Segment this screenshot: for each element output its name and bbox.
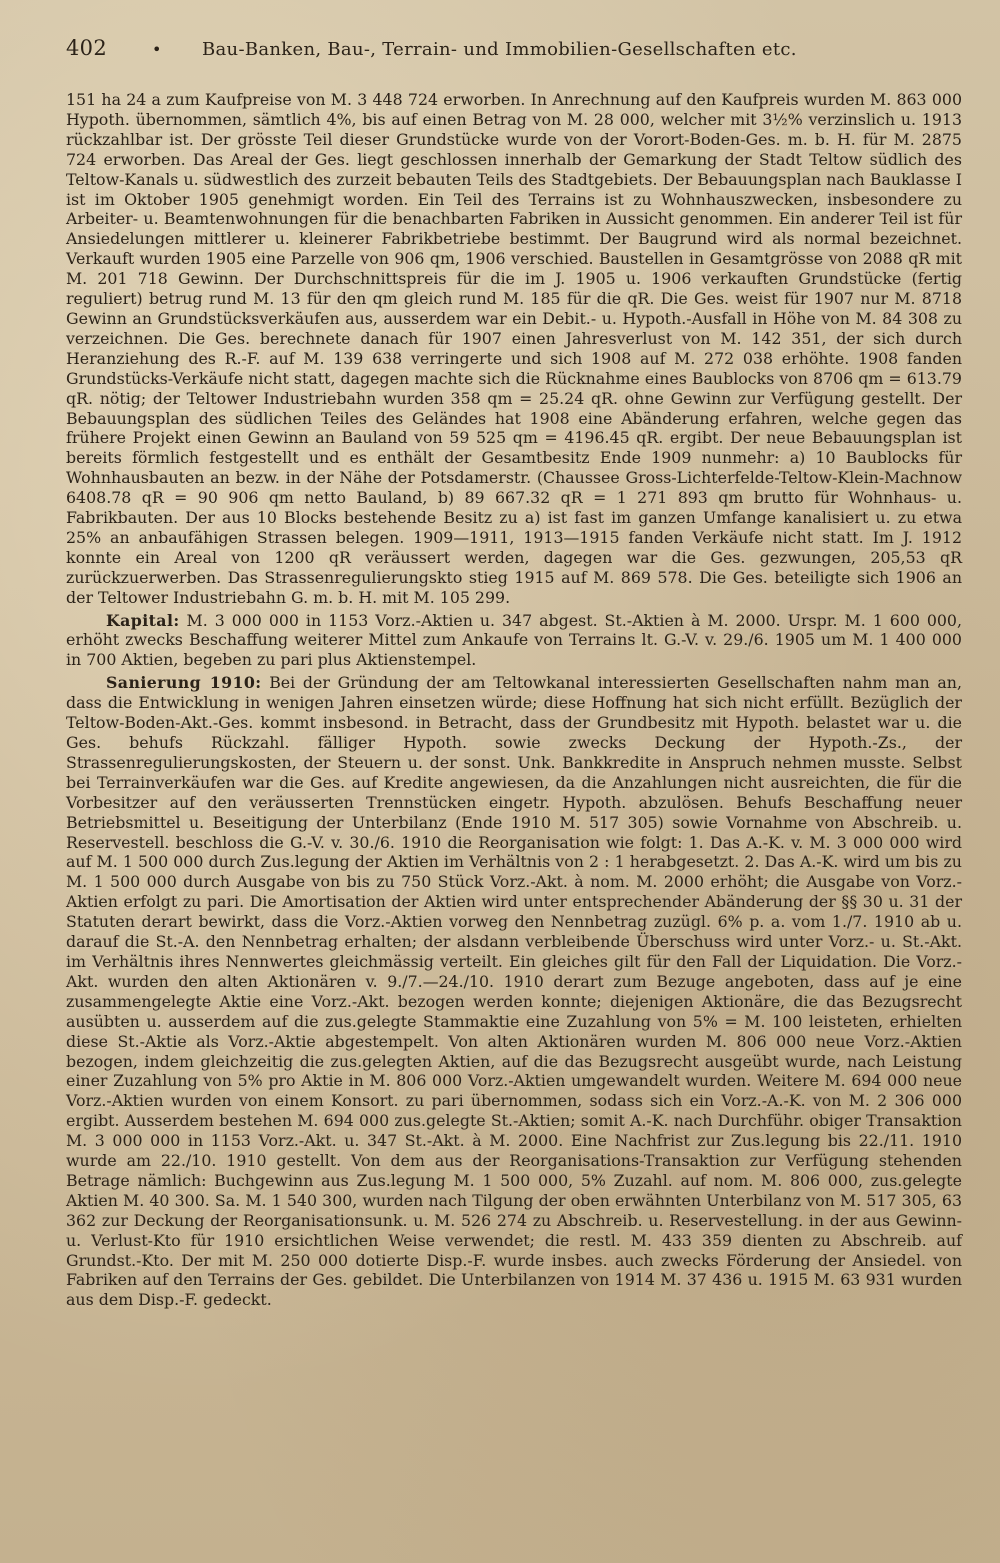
sanierung-text: Bei der Gründung der am Teltowkanal interessierten Gesellschaften nahm man an, dass die Entwicklung in wenigen Jahren einsetzen würde; diese Hoffnung hat sich nicht erfüllt. Bezüglich der Teltow-Boden-Akt.-Ges. kommt insbesond. in Betracht, dass der Grundbesitz mit Hypoth. belastet war u. die Ges. behufs Rückzahl. fälliger Hypoth. sowie zwecks Deckung der Hypoth.-Zs., der Strassenregulierungskosten, der Steuern u. der sonst. Unk. Bankkredite in Anspruch nehmen musste. Selbst bei Terrainverkäufen war die Ges. auf Kredite angewiesen, da die Anzahlungen nicht ausreichten, die für die Vorbesitzer auf den veräusserten Trennstücken eingetr. Hypoth. abzulösen. Behufs Beschaffung neuer Betriebsmittel u. Beseitigung der Unterbilanz (Ende 1910 M. 517 305) sowie Vornahme von Abschreib. u. Reservestell. beschloss die G.-V. v. 30./6. 1910 die Reorganisation wie folgt: 1. Das A.-K. v. M. 3 000 000 wird auf M. 1 500 000 durch Zus.legung der Aktien im Verhältnis von 2 : 1 herabgesetzt. 2. Das A.-K. wird um bis zu M. 1 500 000 durch Ausgabe von bis zu 750 Stück Vorz.-Akt. à nom. M. 2000 erhöht; die Ausgabe von Vorz.-Aktien erfolgt zu pari. Die Amortisation der Aktien wird unter entsprechender Abänderung der §§ 30 u. 31 der Statuten derart bewirkt, dass die Vorz.-Aktien vorweg den Nennbetrag zuzügl. 6% p. a. vom 1./7. 1910 ab u. darauf die St.-A. den Nennbetrag erhalten; der alsdann verbleibende Überschuss wird unter Vorz.- u. St.-Akt. im Verhältnis ihres Nennwertes gleichmässig verteilt. Ein gleiches gilt für den Fall der Liquidation. Die Vorz.-Akt. wurden den alten Aktionären v. 9./7.—24./10. 1910 derart zum Bezuge angeboten, dass auf je eine zusammengelegte Aktie eine Vorz.-Akt. bezogen werden konnte; diejenigen Aktionäre, die das Bezugsrecht ausübten u. ausserdem auf die zus.gelegte Stammaktie eine Zuzahlung von 5% = M. 100 leisteten, erhielten diese St.-Aktie als Vorz.-Aktie abgestempelt. Von alten Aktionären wurden M. 806 000 neue Vorz.-Aktien bezogen, indem gleichzeitig die zus.gelegten Aktien, auf die das Bezugsrecht ausgeübt wurde, nach Leistung einer Zuzahlung von 5% pro Aktie in M. 806 000 Vorz.-Aktien umgewandelt wurden. Weitere M. 694 000 neue Vorz.-Aktien wurden von einem Konsort. zu pari übernommen, sodass sich ein Vorz.-A.-K. von M. 2 306 000 ergibt. Ausserdem bestehen M. 694 000 zus.gelegte St.-Aktien; somit A.-K. nach Durchführ. obiger Transaktion M. 3 000 000 in 1153 Vorz.-Akt. u. 347 St.-Akt. à M. 2000. Eine Nachfrist zur Zus.legung bis 22./11. 1910 wurde am 22./10. 1910 gestellt. Von dem aus der Reorganisations-Transaktion zur Verfügung stehenden Betrage nämlich: Buchgewinn aus Zus.legung M. 1 500 000, 5% Zuzahl. auf nom. M. 806 000, zus.gelegte Aktien M. 40 300. Sa. M. 1 540 300, wurden nach Tilgung der oben erwähnten Unterbilanz von M. 517 305, 63 362 zur Deckung der Reorganisationsunk. u. M. 526 274 zu Abschreib. u. Reservestellung. in der aus Gewinn- u. Verlust-Kto für 1910 ersichtlichen Weise verwendet; die restl. M. 433 359 dienten zu Abschreib. auf Grundst.-Kto. Der mit M. 250 000 dotierte Disp.-F. wurde insbes. auch zwecks Förderung der Ansiedel. von Fabriken auf den Terrains der Ges. gebildet. Die Unterbilanzen von 1914 M. 37 436 u. 1915 M. 63 931 wurden aus dem Disp.-F. gedeckt. bbox=[66, 673, 962, 1310]
kapital-label: Kapital: bbox=[106, 610, 180, 630]
paragraph-terrain-text: 151 ha 24 a zum Kaufpreise von M. 3 448 724 erworben. In Anrechnung auf den Kaufpreis wurden M. 863 000 Hypoth. übernommen, sämtlich 4%, bis auf einen Betrag von M. 28 000, welcher mit 3½% verzinslich u. 1913 rückzahlbar ist. Der grösste Teil dieser Grundstücke wurde von der Vorort-Boden-Ges. m. b. H. für M. 2875 724 erworben. Das Areal der Ges. liegt geschlossen innerhalb der Gemarkung der Stadt Teltow südlich des Teltow-Kanals u. südwestlich des zurzeit bebauten Teils des Stadtgebiets. Der Bebauungsplan nach Bauklasse I ist im Oktober 1905 genehmigt worden. Ein Teil des Terrains ist zu Wohnhauszwecken, insbesondere zu Arbeiter- u. Beamtenwohnungen für die benachbarten Fabriken in Aussicht genommen. Ein anderer Teil ist für Ansiedelungen mittlerer u. kleinerer Fabrikbetriebe bestimmt. Der Baugrund wird als normal bezeichnet. Verkauft wurden 1905 eine Parzelle von 906 qm, 1906 verschied. Baustellen in Gesamtgrösse von 2088 qR mit M. 201 718 Gewinn. Der Durchschnittspreis für die im J. 1905 u. 1906 verkauften Grundstücke (fertig reguliert) betrug rund M. 13 für den qm gleich rund M. 185 für die qR. Die Ges. weist für 1907 nur M. 8718 Gewinn an Grundstücksverkäufen aus, ausserdem war ein Debit.- u. Hypoth.-Ausfall in Höhe von M. 84 308 zu verzeichnen. Die Ges. berechnete danach für 1907 einen Jahresverlust von M. 142 351, der sich durch Heranziehung des R.-F. auf M. 139 638 verringerte und sich 1908 auf M. 272 038 erhöhte. 1908 fanden Grundstücks-Verkäufe nicht statt, dagegen machte sich die Rücknahme eines Baublocks von 8706 qm = 613.79 qR. nötig; der Teltower Industriebahn wurden 358 qm = 25.24 qR. ohne Gewinn zur Verfügung gestellt. Der Bebauungsplan des südlichen Teiles des Geländes hat 1908 eine Abänderung erfahren, welche gegen das frühere Projekt einen Gewinn an Bauland von 59 525 qm = 4196.45 qR. ergibt. Der neue Bebauungsplan ist bereits förmlich festgestellt und es enthält der Gesamtbesitz Ende 1909 nunmehr: a) 10 Baublocks für Wohnhausbauten an bezw. in der Nähe der Potsdamerstr. (Chaussee Gross-Lichterfelde-Teltow-Klein-Machnow 6408.78 qR = 90 906 qm netto Bauland, b) 89 667.32 qR = 1 271 893 qm brutto für Wohnhaus- u. Fabrikbauten. Der aus 10 Blocks bestehende Besitz zu a) ist fast im ganzen Umfange kanalisiert u. zu etwa 25% an anbaufähigen Strassen belegen. 1909—1911, 1913—1915 fanden Verkäufe nicht statt. Im J. 1912 konnte ein Areal von 1200 qR veräussert werden, dagegen war die Ges. gezwungen, 205,53 qR zurückzuerwerben. Das Strassenregulierungskto stieg 1915 auf M. 869 578. Die Ges. beteiligte sich 1906 an der Teltower Industriebahn G. m. b. H. mit M. 105 299. bbox=[66, 90, 962, 607]
body-text bbox=[66, 90, 962, 1310]
kapital-text: M. 3 000 000 in 1153 Vorz.-Aktien u. 347 abgest. St.-Aktien à M. 2000. Urspr. M. 1 600 000, erhöht zwecks Beschaffung weiterer Mittel zum Ankaufe von Terrains lt. G.-V. v. 29./6. 1905 um M. 1 400 000 in 700 Aktien, begeben zu pari plus Aktienstempel. bbox=[66, 610, 962, 670]
paragraph-sanierung bbox=[66, 673, 962, 1310]
document-page bbox=[66, 36, 962, 1310]
paragraph-terrain bbox=[66, 90, 962, 608]
running-head bbox=[66, 36, 962, 70]
sanierung-label: Sanierung 1910: bbox=[106, 673, 262, 693]
running-title: Bau-Banken, Bau-, Terrain- und Immobilien-Gesellschaften etc. bbox=[202, 39, 797, 60]
page-number: 402 bbox=[66, 36, 107, 60]
header-dot: • bbox=[152, 40, 162, 59]
paragraph-kapital bbox=[66, 611, 962, 671]
